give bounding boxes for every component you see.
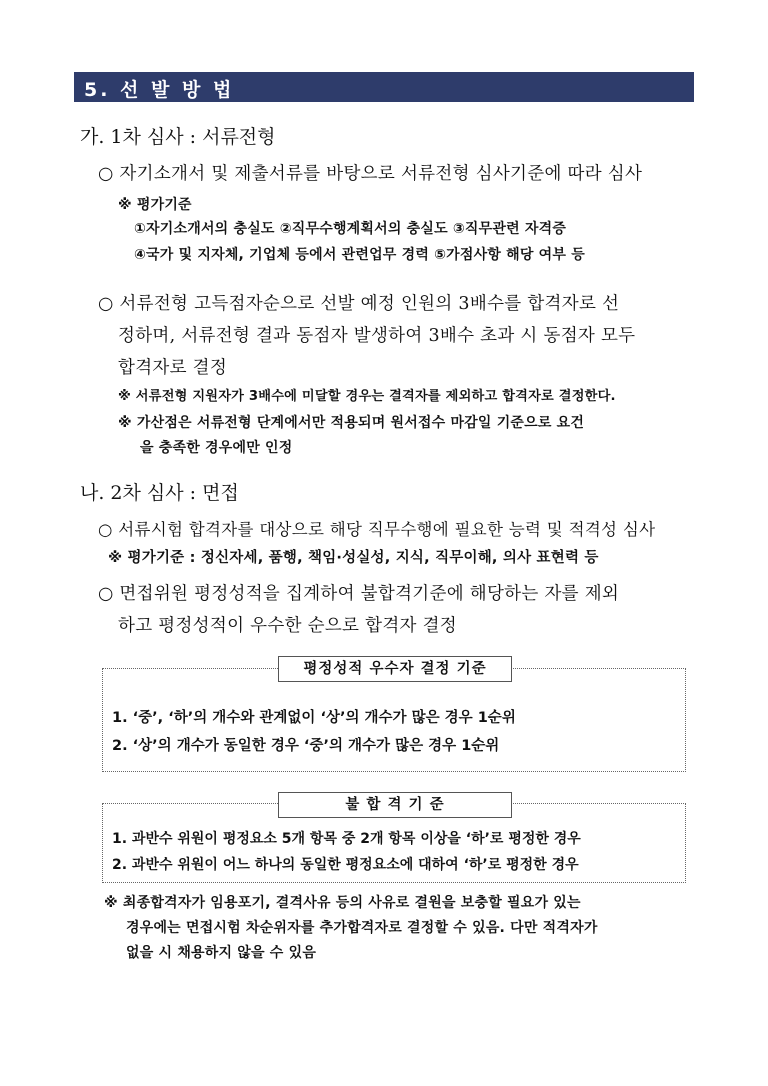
stage2-heading: 나. 2차 심사 : 면접 (80, 482, 239, 504)
stage1-heading: 가. 1차 심사 : 서류전형 (80, 126, 276, 148)
excellent-criteria-line2: 2. ‘상’의 개수가 동일한 경우 ‘중’의 개수가 많은 경우 1순위 (112, 738, 500, 754)
fail-criteria-title: 불 합 격 기 준 (278, 792, 512, 818)
stage1-note2-line1: ※ 가산점은 서류전형 단계에서만 적용되며 원서접수 마감일 기준으로 요건 (118, 415, 585, 431)
stage1-note1: ※ 서류전형 지원자가 3배수에 미달할 경우는 결격자를 제외하고 합격자로 결정한다. (118, 389, 616, 404)
stage1-criteria-line1: ①자기소개서의 충실도 ②직무수행계획서의 충실도 ③직무관련 자격증 (134, 221, 567, 237)
stage2-bullet1: ○ 서류시험 합격자를 대상으로 해당 직무수행에 필요한 능력 및 적격성 심사 (98, 520, 656, 539)
fail-criteria-line2: 2. 과반수 위원이 어느 하나의 동일한 평정요소에 대하여 ‘하’로 평정한 경우 (112, 857, 579, 873)
stage1-criteria-line2: ④국가 및 지자체, 기업체 등에서 관련업무 경력 ⑤가점사항 해당 여부 등 (134, 247, 585, 263)
stage1-note2-line2: 을 충족한 경우에만 인정 (140, 440, 293, 456)
stage1-bullet1: ○ 자기소개서 및 제출서류를 바탕으로 서류전형 심사기준에 따라 심사 (98, 164, 643, 184)
final-note-line2: 경우에는 면접시험 차순위자를 추가합격자로 결정할 수 있음. 다만 적격자가 (126, 920, 598, 936)
stage2-criteria: ※ 평가기준 : 정신자세, 품행, 책임·성실성, 지식, 직무이해, 의사 표현력 등 (108, 550, 599, 566)
final-note-line1: ※ 최종합격자가 임용포기, 결격사유 등의 사유로 결원을 보충할 필요가 있는 (104, 895, 581, 911)
excellent-criteria-title: 평정성적 우수자 결정 기준 (278, 656, 512, 682)
stage1-bullet2-line1: ○ 서류전형 고득점자순으로 선발 예정 인원의 3배수를 합격자로 선 (98, 294, 620, 314)
stage1-bullet2-line3: 합격자로 결정 (118, 358, 228, 378)
stage2-bullet2-line2: 하고 평정성적이 우수한 순으로 합격자 결정 (118, 616, 458, 636)
final-note-line3: 없을 시 채용하지 않을 수 있음 (126, 945, 317, 961)
stage1-criteria-title: ※ 평가기준 (118, 197, 192, 213)
section-title: 5. 선 발 방 법 (84, 79, 235, 101)
stage1-bullet2-line2: 정하며, 서류전형 결과 동점자 발생하여 3배수 초과 시 동점자 모두 (118, 326, 636, 346)
stage2-bullet2-line1: ○ 면접위원 평정성적을 집계하여 불합격기준에 해당하는 자를 제외 (98, 584, 620, 604)
fail-criteria-line1: 1. 과반수 위원이 평정요소 5개 항목 중 2개 항목 이상을 ‘하’로 평정한 경우 (112, 831, 581, 847)
excellent-criteria-line1: 1. ‘중’, ‘하’의 개수와 관계없이 ‘상’의 개수가 많은 경우 1순위 (112, 710, 516, 726)
